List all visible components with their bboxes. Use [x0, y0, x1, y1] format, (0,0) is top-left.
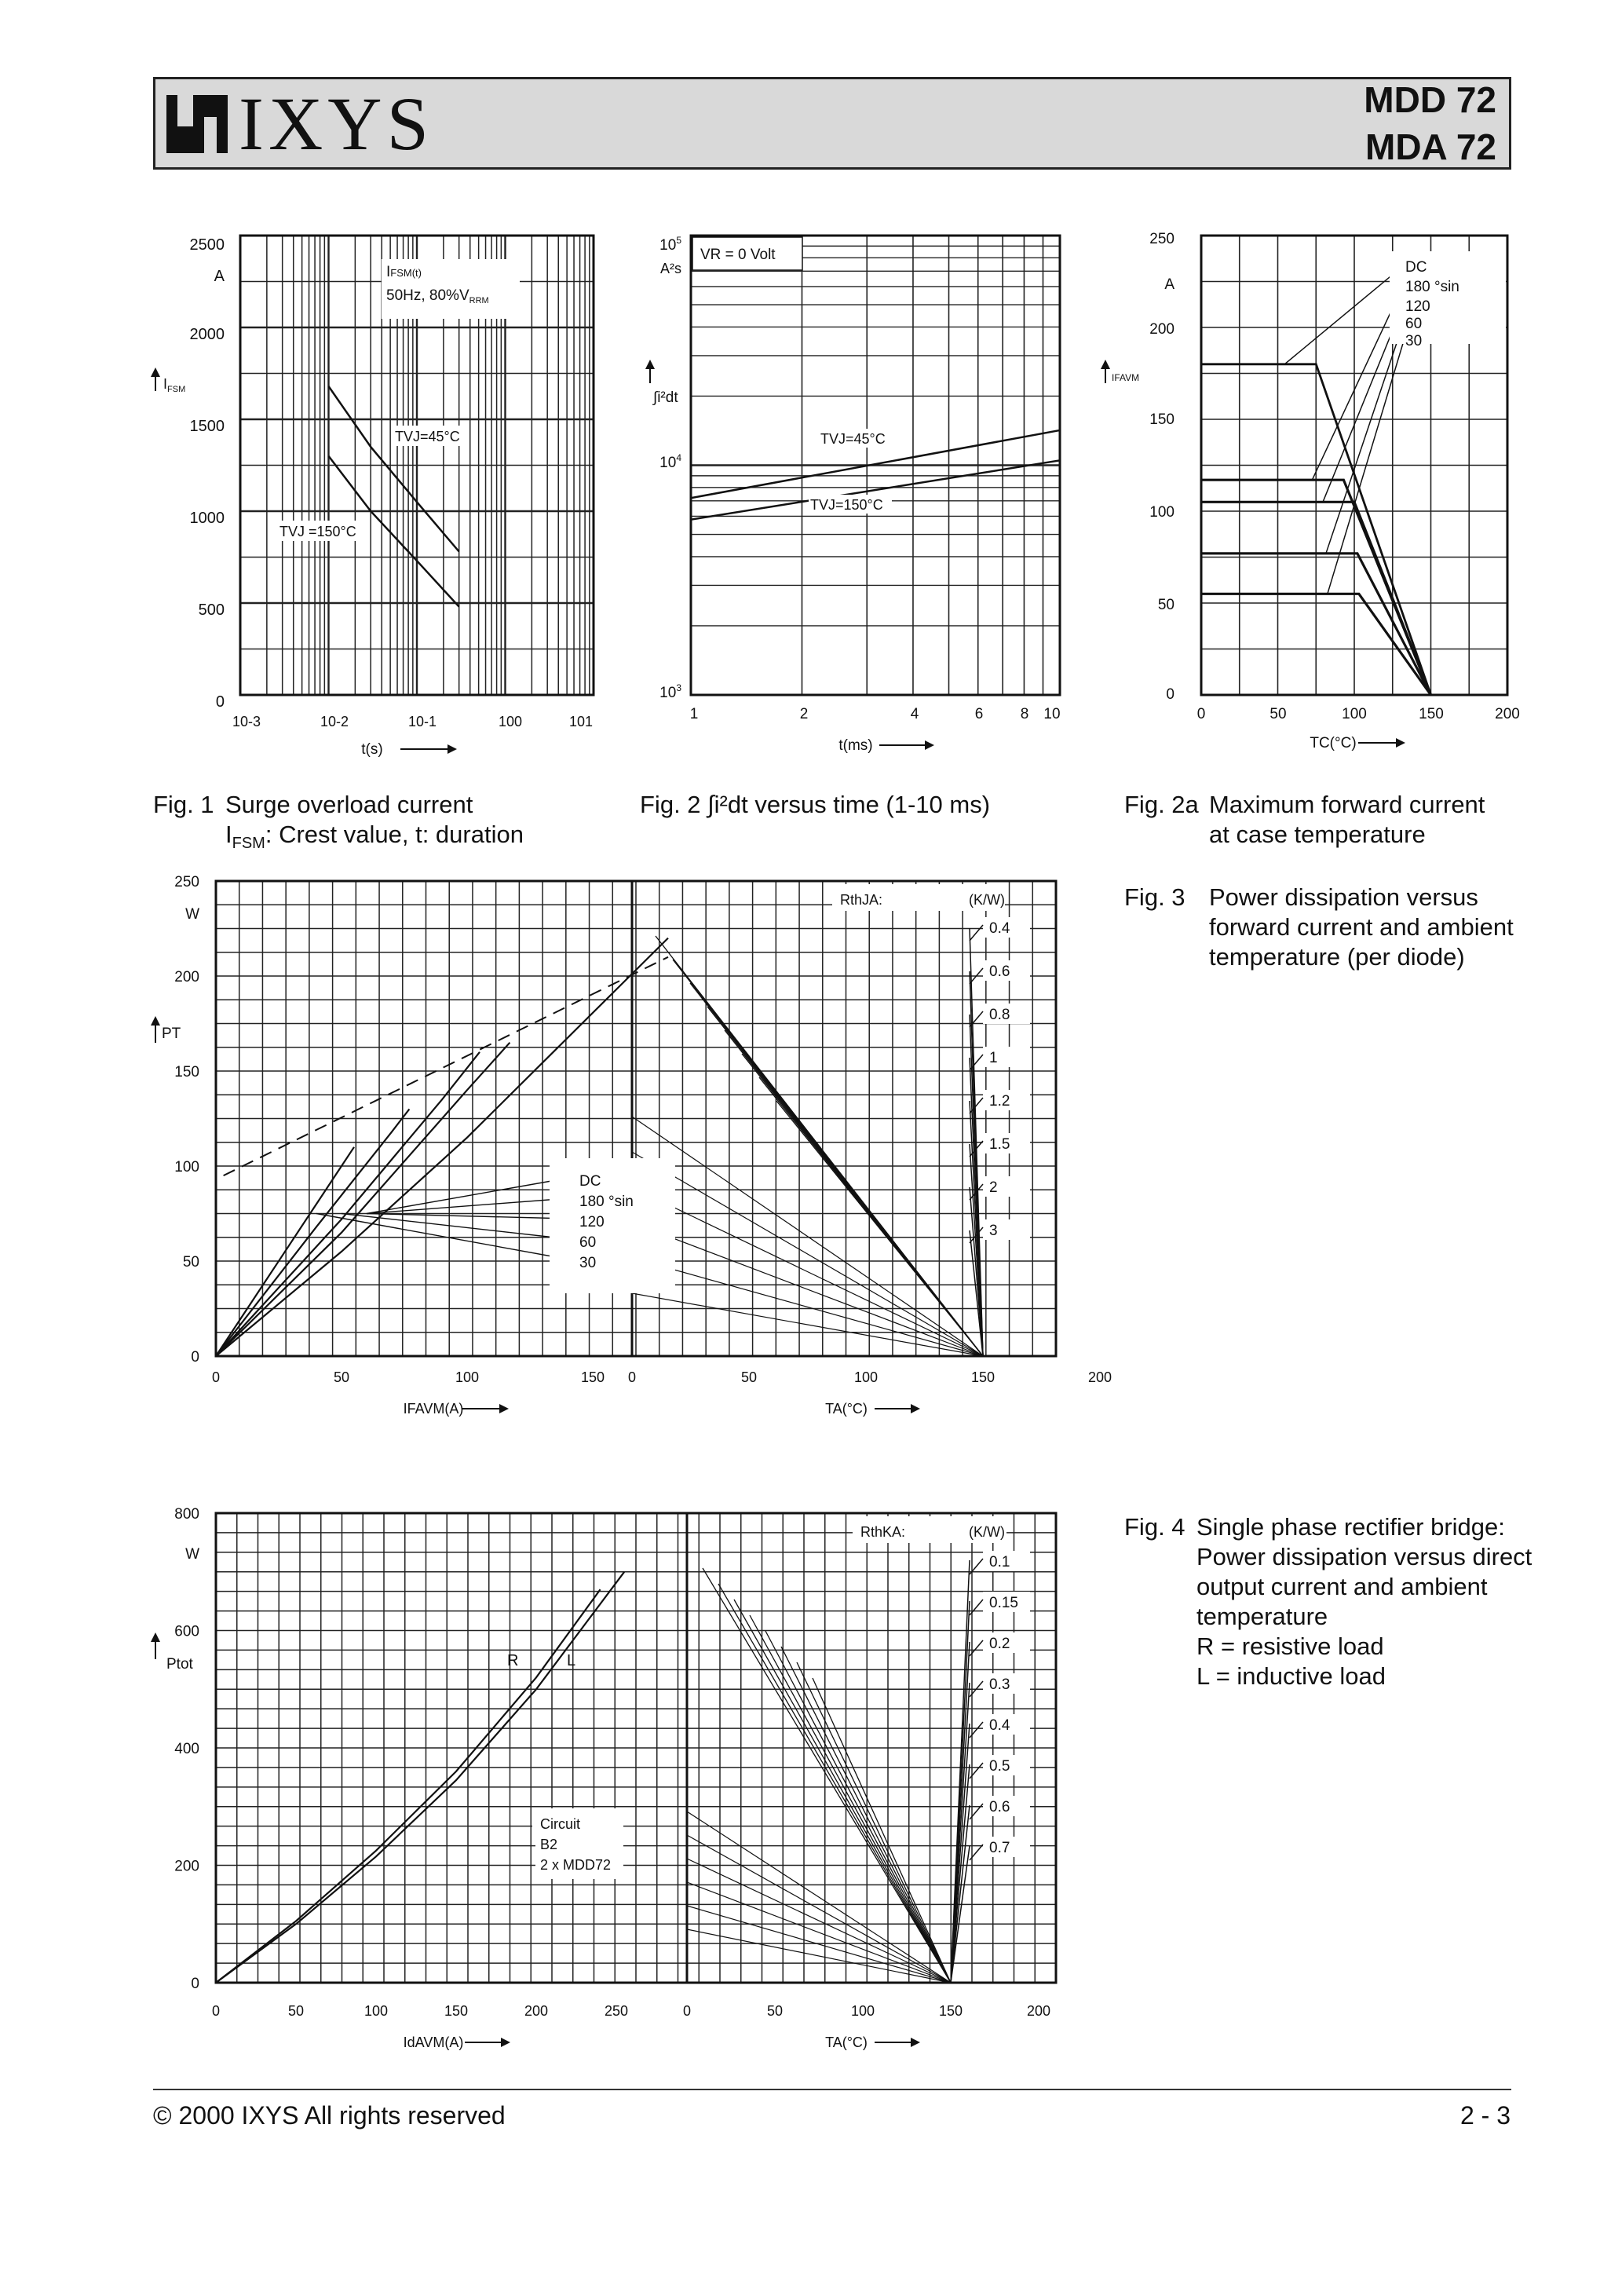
fig3-load-line: [632, 1187, 983, 1356]
fig2a-y-unit: A: [1164, 276, 1174, 293]
fig1-caption: [153, 790, 524, 858]
fig3-rth-value: 0.4: [989, 920, 1010, 937]
fig4-curve-label-l: L: [567, 1652, 576, 1669]
fig3-caption-num: Fig. 3: [1124, 883, 1185, 911]
fig4-y-tick: 800: [174, 1506, 199, 1523]
fig3-y-tick: 250: [174, 874, 199, 890]
fig4-y-label: Ptot: [166, 1656, 193, 1673]
fig3-legend-box: [550, 1158, 675, 1293]
fig4-rth-value: 0.4: [989, 1717, 1010, 1734]
fig2-x-label: t(ms): [838, 737, 873, 754]
fig2a-y-tick: 0: [1166, 686, 1174, 703]
fig3-load-line: [776, 1101, 983, 1356]
fig3-y-tick: 100: [174, 1159, 199, 1175]
fig4-y-arrowhead-icon: [151, 1632, 160, 1642]
fig2-x-arrowhead-icon: [925, 740, 934, 750]
fig2-x-tick: 6: [974, 706, 984, 722]
fig3-y-ticks: [174, 874, 199, 1366]
fig2a-x-tick: 0: [1196, 706, 1206, 722]
fig1-caption-num: Fig. 1: [153, 791, 214, 818]
fig4-y-tick: 400: [174, 1741, 199, 1757]
fig4-caption-line6: L = inductive load: [1196, 1662, 1386, 1690]
fig3-rth-value: 0.6: [989, 963, 1010, 980]
fig2a-y-label: IFAVM: [1112, 372, 1140, 383]
fig2a-legend-30: 30: [1405, 333, 1423, 349]
fig2a-legend-180: 180 °sin: [1405, 279, 1459, 295]
fig4-curve-label-r: R: [507, 1652, 519, 1669]
fig3-y-tick: 200: [174, 969, 199, 985]
fig2-caption-num: Fig. 2: [640, 791, 701, 818]
fig4-rth-value: 0.7: [989, 1840, 1010, 1856]
fig4-load-line: [797, 1662, 951, 1983]
fig2-y-tick-top: $10^5$: [659, 235, 681, 254]
fig4-caption: [1124, 1512, 1532, 1691]
fig1-y-arrowhead-icon: [151, 367, 160, 377]
fig4-rth-label: RthKA:: [860, 1524, 906, 1540]
fig1-x-tick: 10-3: [232, 714, 261, 729]
fig3-rth-value: 3: [989, 1223, 998, 1239]
fig3-legend-30: 30: [579, 1255, 597, 1271]
fig4-chart: [149, 1496, 1076, 2061]
fig3-rth-value: 1.2: [989, 1093, 1010, 1110]
fig1-x-tick: 10-1: [407, 714, 437, 729]
fig3-rth-value: 1: [989, 1050, 998, 1066]
fig2-y-label: ∫i²dt: [653, 389, 678, 406]
fig2a-x-tick: 100: [1342, 706, 1367, 722]
fig2-caption-text: ∫i²dt versus time (1-10 ms): [707, 791, 991, 818]
fig4-series-curve: [216, 1572, 624, 1983]
brand-name: IXYS: [239, 82, 434, 166]
fig3-rth-value: 1.5: [989, 1136, 1010, 1153]
fig3-y-arrowhead-icon: [151, 1016, 160, 1026]
fig3-caption-line1: Power dissipation versus: [1209, 883, 1478, 911]
fig4-load-line: [781, 1647, 951, 1983]
fig3-y-tick: 50: [182, 1254, 199, 1270]
fig2a-x-label: TC(°C): [1310, 735, 1357, 751]
fig4-rth-value: 0.1: [989, 1554, 1010, 1570]
fig3-series-curve: [216, 938, 668, 1356]
fig4-x-tick: 200: [1026, 2003, 1051, 2019]
fig2a-y-arrowhead-icon: [1101, 360, 1110, 369]
fig4-load-line: [687, 1929, 951, 1983]
fig1-curve-label-150: TVJ =150°C: [279, 524, 356, 539]
fig2a-x-tick: 200: [1495, 706, 1520, 722]
fig2-y-tick-mid: $10^4$: [659, 452, 681, 471]
fig4-rth-values: [970, 1551, 1030, 1860]
fig4-rth-lines: [687, 1560, 970, 1983]
fig4-caption-line2: Power dissipation versus direct: [1196, 1543, 1532, 1570]
fig3-series-curve: [216, 1052, 480, 1356]
fig4-circuit-line2: B2: [540, 1837, 558, 1852]
fig3-load-line: [632, 1258, 983, 1356]
fig4-caption-line4: temperature: [1196, 1603, 1328, 1630]
fig3-legend-180: 180 °sin: [579, 1194, 634, 1210]
fig3-x-tick: 0: [211, 1369, 221, 1385]
fig3-series-curve: [216, 1109, 409, 1356]
fig4-x-tick: 150: [938, 2003, 963, 2019]
fig2-x-tick: 4: [910, 706, 919, 722]
fig3-rth-value: 0.8: [989, 1007, 1010, 1023]
fig4-rth-unit: (K/W): [969, 1524, 1005, 1540]
fig3-y-tick: 0: [191, 1349, 199, 1366]
fig1-y-label: $I_{FSM}$: [163, 376, 186, 394]
fig1-chart: [149, 228, 620, 770]
fig4-x-tick: 50: [287, 2003, 305, 2019]
fig4-y-unit: W: [185, 1546, 199, 1563]
fig3-series-curve: [216, 1147, 354, 1356]
fig1-x-tick: 101: [568, 714, 594, 729]
fig1-x-arrowhead-icon: [448, 744, 457, 754]
fig2a-caption-num: Fig. 2a: [1124, 791, 1199, 818]
fig2a-caption-line1: Maximum forward current: [1209, 791, 1485, 818]
fig3-x-tick: 100: [853, 1369, 879, 1385]
fig1-y-tick: 1500: [189, 418, 225, 435]
fig3-x-arrowhead-icon: [499, 1404, 509, 1413]
fig3-x-tick: 150: [970, 1369, 995, 1385]
fig3-y-unit: W: [185, 906, 199, 923]
footer-page-number: 2 - 3: [1459, 2101, 1511, 2130]
fig4-x-tick: 50: [766, 2003, 784, 2019]
fig3-x-tick: 0: [627, 1369, 637, 1385]
fig2a-x-tick: 50: [1269, 706, 1287, 722]
fig4-y-tick: 600: [174, 1623, 199, 1640]
fig1-y-tick: 2500: [189, 236, 225, 254]
fig3-left-curves: [216, 938, 668, 1356]
fig4-load-line: [718, 1584, 951, 1983]
fig4-y-tick: 200: [174, 1858, 199, 1875]
fig2-y-arrowhead-icon: [645, 360, 655, 369]
fig4-x-tick: 250: [604, 2003, 629, 2019]
fig4-grid: [216, 1513, 1056, 1983]
fig4-x-tick: 0: [211, 2003, 221, 2019]
fig3-x-arrowhead-icon: [911, 1404, 920, 1413]
fig4-rth-value: 0.5: [989, 1758, 1010, 1775]
fig4-y-ticks: [174, 1506, 199, 1992]
fig4-x-tick: 100: [363, 2003, 389, 2019]
fig2a-legend-dc: DC: [1405, 259, 1427, 276]
fig4-x-tick: 0: [682, 2003, 692, 2019]
fig4-x-ticks: [212, 2003, 1050, 2019]
fig3-load-line: [632, 1117, 983, 1356]
fig1-legend-line1: IFSM(t): [386, 264, 422, 280]
fig1-x-tick: 10-2: [320, 714, 349, 729]
fig4-load-line: [687, 1859, 951, 1983]
fig4-left-curves: [216, 1572, 624, 1983]
fig3-caption: [1124, 883, 1514, 972]
fig3-load-line: [632, 1152, 983, 1356]
fig3-x-label-right: TA(°C): [825, 1401, 868, 1417]
fig1-x-label: t(s): [361, 741, 383, 758]
fig3-caption-line3: temperature (per diode): [1209, 943, 1465, 971]
fig3-y-tick: 150: [174, 1064, 199, 1080]
fig3-chart: [149, 864, 1112, 1429]
fig2-curve-label-150: TVJ=150°C: [810, 497, 883, 513]
fig3-x-tick: 50: [740, 1369, 758, 1385]
fig4-caption-line5: R = resistive load: [1196, 1632, 1384, 1660]
fig3-y-label: PT: [162, 1026, 181, 1042]
fig2-legend: VR = 0 Volt: [700, 247, 776, 263]
fig2-curve-label-45: TVJ=45°C: [820, 431, 886, 447]
fig3-legend-120: 120: [579, 1214, 605, 1230]
fig3-x-tick: 100: [455, 1369, 480, 1385]
fig3-load-line: [632, 1293, 983, 1356]
fig2-x-tick: 1: [689, 706, 699, 722]
fig3-caption-line2: forward current and ambient: [1209, 913, 1514, 941]
fig4-rth-value: 0.15: [989, 1595, 1018, 1611]
fig2-caption: [640, 790, 990, 820]
fig2a-y-tick: 150: [1149, 411, 1174, 428]
fig2-grid: [691, 236, 1060, 695]
fig4-x-tick: 200: [524, 2003, 549, 2019]
fig1-y-unit: A: [214, 268, 225, 285]
fig3-x-ticks: [212, 1369, 1112, 1385]
fig2a-y-tick: 100: [1149, 504, 1174, 521]
fig1-y-tick: 500: [198, 601, 225, 619]
footer-copyright: © 2000 IXYS All rights reserved: [153, 2101, 506, 2130]
fig2a-leader-line: [1284, 265, 1404, 364]
fig3-x-tick: 200: [1087, 1369, 1112, 1385]
fig1-legend-line2: 50Hz, $80\%V_{RRM}$: [386, 287, 489, 305]
fig3-legend-dc: DC: [579, 1173, 601, 1190]
model-number-2: MDA 72: [1365, 126, 1496, 167]
model-number-1: MDD 72: [1364, 79, 1496, 120]
fig2-x-tick: 10: [1043, 706, 1061, 722]
fig1-caption-line2: $I_{FSM}$: Crest value, t: duration: [225, 821, 524, 853]
fig4-y-tick: 0: [191, 1976, 199, 1992]
fig4-rth-value: 0.3: [989, 1676, 1010, 1693]
ixys-logo-mark-icon: [166, 95, 228, 153]
fig4-x-tick: 150: [444, 2003, 469, 2019]
fig2a-caption: [1124, 790, 1485, 850]
fig2a-legend-60: 60: [1405, 316, 1423, 332]
fig4-caption-num: Fig. 4: [1124, 1513, 1185, 1541]
fig4-caption-line3: output current and ambient: [1196, 1573, 1488, 1600]
fig2a-x-tick: 150: [1419, 706, 1444, 722]
fig3-x-label-left: IFAVM(A): [403, 1401, 464, 1417]
fig2a-y-tick: 50: [1157, 597, 1174, 613]
fig4-x-label-left: IdAVM(A): [403, 2035, 464, 2050]
fig4-load-line: [687, 1835, 951, 1983]
fig3-legend-leader: [316, 1214, 569, 1260]
fig3-rth-unit: (K/W): [969, 892, 1005, 908]
fig3-rth-value: 2: [989, 1179, 998, 1196]
fig3-x-tick: 50: [333, 1369, 350, 1385]
fig4-x-tick: 100: [850, 2003, 875, 2019]
fig4-load-line: [734, 1600, 951, 1983]
fig4-caption-line1: Single phase rectifier bridge:: [1196, 1513, 1505, 1541]
fig1-caption-line1: Surge overload current: [225, 791, 473, 818]
fig3-x-tick: 150: [580, 1369, 605, 1385]
fig2a-legend-120: 120: [1405, 298, 1430, 315]
fig1-curve-label-45: TVJ=45°C: [395, 429, 460, 444]
fig4-circuit-line3: 2 x MDD72: [540, 1857, 612, 1873]
fig2a-y-tick: 250: [1149, 231, 1174, 247]
fig2a-caption-line2: at case temperature: [1209, 821, 1426, 848]
fig1-y-tick: 0: [215, 693, 225, 711]
fig3-legend-leader: [367, 1214, 569, 1219]
ixys-logo: [166, 82, 434, 166]
fig3-legend-leader: [367, 1178, 569, 1214]
fig4-x-label-right: TA(°C): [825, 2035, 868, 2050]
fig3-rth-label: RthJA:: [840, 892, 883, 908]
fig1-y-tick: 1000: [189, 510, 225, 527]
fig2-chart: [644, 228, 1083, 770]
fig1-y-tick: 2000: [189, 326, 225, 343]
fig2-y-unit: A²s: [660, 261, 681, 276]
fig2-x-tick: 2: [799, 706, 809, 722]
fig4-x-arrowhead-icon: [501, 2038, 510, 2047]
fig2a-chart: [1099, 228, 1539, 770]
fig2-x-tick: 8: [1020, 706, 1029, 722]
footer-rule: [153, 2089, 1511, 2090]
fig3-rth-tick: [970, 925, 983, 941]
fig1-x-tick: 100: [498, 714, 523, 729]
fig4-rth-value: 0.2: [989, 1636, 1010, 1652]
fig3-legend-60: 60: [579, 1234, 597, 1251]
fig4-circuit-line1: Circuit: [540, 1816, 581, 1832]
fig2a-x-arrowhead-icon: [1396, 738, 1405, 748]
fig4-rth-value: 0.6: [989, 1799, 1010, 1815]
fig2a-y-tick: 200: [1149, 321, 1174, 338]
fig2-y-tick-bottom: $10^3$: [659, 682, 681, 701]
fig4-load-line: [750, 1615, 951, 1983]
fig3-rth-values: [970, 917, 1030, 1243]
fig4-x-arrowhead-icon: [911, 2038, 920, 2047]
